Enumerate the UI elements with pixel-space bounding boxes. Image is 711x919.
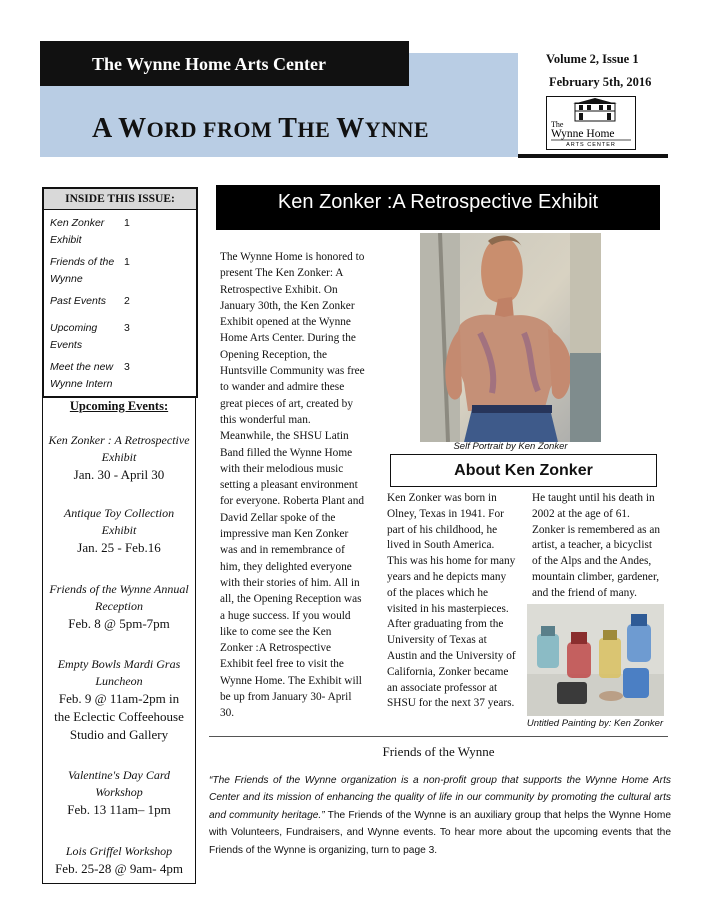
toc-item-page: 3 xyxy=(124,322,130,334)
article-line: 2002 at the age of 61. xyxy=(532,507,630,520)
article-line: was and in remembrance of xyxy=(220,544,345,557)
toc-item-label: Ken Zonker xyxy=(50,217,105,229)
toc-item-label: Upcoming xyxy=(50,322,98,334)
article-line: of the Alps and the Andes, xyxy=(532,555,652,568)
event-date: the Eclectic Coffeehouse xyxy=(54,709,184,724)
event-item xyxy=(43,767,195,819)
article-line: Opening Reception, the xyxy=(220,348,327,361)
event-item xyxy=(43,656,195,744)
toc-item[interactable] xyxy=(50,254,120,288)
article-line: Retrospective Exhibit. On xyxy=(220,283,338,296)
newsletter-title xyxy=(92,113,429,145)
title-part: W xyxy=(336,113,365,144)
article-line: mountain climber, gardener, xyxy=(532,570,660,583)
event-name: Workshop xyxy=(95,785,143,799)
event-name: Reception xyxy=(95,599,143,613)
toc-heading: INSIDE THIS ISSUE: xyxy=(44,189,196,210)
about-heading: About Ken Zonker xyxy=(390,454,657,487)
event-name: Valentine's Day Card xyxy=(67,768,171,782)
toc-item-label: Meet the new xyxy=(50,361,114,373)
title-part: A W xyxy=(92,113,147,144)
event-item xyxy=(43,843,195,878)
toc-item-label: Friends of the xyxy=(50,256,115,268)
event-name: Ken Zonker : A Retrospective xyxy=(48,433,190,447)
article-line: of the places which he xyxy=(387,586,489,599)
toc-item[interactable] xyxy=(50,359,120,393)
title-part: HE xyxy=(297,117,337,142)
logo-line-1: The xyxy=(551,120,564,129)
event-date: Feb. 13 11am– 1pm xyxy=(67,802,171,817)
article-line: Exhibit feel free to visit the xyxy=(220,658,344,671)
article-line: The Wynne Home is honored to xyxy=(220,251,365,263)
event-date: Studio and Gallery xyxy=(69,727,169,742)
toc-item-page: 1 xyxy=(124,217,130,229)
portrait-caption: Self Portrait by Ken Zonker xyxy=(453,441,568,452)
article-line: a huge success. If you would xyxy=(220,609,351,622)
event-name: Exhibit xyxy=(101,523,137,537)
article-line: be up from January 30- April xyxy=(220,691,352,704)
issue-volume: Volume 2, Issue 1 xyxy=(546,52,639,66)
article-line: He taught until his death in xyxy=(532,492,655,504)
article-line: this wonderful man. xyxy=(220,413,311,426)
issue-date: February 5th, 2016 xyxy=(549,75,652,89)
article-line: him, they delighted everyone xyxy=(220,560,352,573)
toc-item[interactable] xyxy=(50,320,120,354)
toc-item-label: Past Events xyxy=(50,295,107,307)
event-name: Friends of the Wynne Annual xyxy=(49,582,189,596)
toc-item-label: Wynne xyxy=(50,273,83,285)
event-name: Antique Toy Collection xyxy=(63,506,175,520)
article-line: great pieces of art, created by xyxy=(220,397,353,410)
event-name: Exhibit xyxy=(101,450,137,464)
article-line: This was his home for many xyxy=(387,555,516,568)
article-line: setting a pleasant environment xyxy=(220,479,358,492)
article-line: lived in South America. xyxy=(387,539,495,552)
event-date: Feb. 25-28 @ 9am- 4pm xyxy=(55,861,183,876)
logo-line-2: Wynne Home xyxy=(551,128,615,140)
article-line: an associate professor at xyxy=(387,681,498,694)
article-line: with their melodious music xyxy=(220,462,344,475)
article-line: to wander and admire these xyxy=(220,381,345,394)
article-line: 30. xyxy=(220,707,235,720)
article-line: impressive man Ken Zonker xyxy=(220,528,349,541)
toc-item[interactable] xyxy=(50,293,120,310)
untitled-painting-image xyxy=(527,604,664,716)
article-line: Home Arts Center. During the xyxy=(220,332,356,345)
article-line: Zonker :A Retrospective xyxy=(220,642,332,655)
inside-this-issue-box xyxy=(42,187,198,398)
title-part: ORD FROM xyxy=(146,117,279,142)
article-line: present The Ken Zonker: A xyxy=(220,267,344,280)
event-item xyxy=(43,505,195,557)
friends-paragraph xyxy=(209,772,671,859)
article-line: for everyone. Roberta Plant and xyxy=(220,495,364,508)
event-item xyxy=(43,432,195,484)
house-logo-icon xyxy=(547,97,635,149)
article-line: Huntsville Community was free xyxy=(220,365,365,378)
friends-heading: Friends of the Wynne xyxy=(382,744,495,759)
article-line: California, Zonker became xyxy=(387,665,509,678)
article-line: and the friend of many. xyxy=(532,586,637,599)
article-column-2 xyxy=(387,491,523,712)
org-name: The Wynne Home Arts Center xyxy=(92,54,326,74)
event-name: Empty Bowls Mardi Gras xyxy=(57,657,181,671)
header-rule xyxy=(518,154,668,158)
events-heading: Upcoming Events: xyxy=(69,399,169,413)
event-item xyxy=(43,581,195,633)
toc-item-label: Exhibit xyxy=(50,234,82,246)
event-name: Luncheon xyxy=(95,674,143,688)
title-part: YNNE xyxy=(364,117,430,142)
friends-body-text: The Friends of the Wynne is an auxiliary group that helps the Wynne Home with Volunteers, Fundraisers, and Wynne events. To hear more about the upcoming events that the Friends of the Wynne is organizing, turn to page 3. xyxy=(209,809,671,856)
article-banner: Ken Zonker :A Retrospective Exhibit xyxy=(216,185,660,230)
self-portrait-image xyxy=(420,233,601,442)
title-part: T xyxy=(278,113,298,144)
friends-quote: “The Friends of the Wynne organization is a non-profit group that supports the Wynne Home Arts Center and its mission of enhancing the quality of life in our community by promoting the cultural arts and community heritage.” xyxy=(209,775,671,821)
upcoming-events-box xyxy=(42,396,196,884)
article-line: University of Texas at xyxy=(387,634,487,647)
article-line: all, the Opening Reception was xyxy=(220,593,362,606)
article-line: Meanwhile, the SHSU Latin xyxy=(220,430,349,443)
article-column-3 xyxy=(532,491,668,602)
toc-item-label: Events xyxy=(50,339,83,351)
article-line: Ken Zonker was born in xyxy=(387,492,497,504)
article-line: Exhibit opened at the Wynne xyxy=(220,316,351,329)
event-name: Lois Griffel Workshop xyxy=(65,844,173,858)
toc-item[interactable] xyxy=(50,215,120,249)
article-line: After graduating from the xyxy=(387,618,504,631)
toc-item-page: 3 xyxy=(124,361,130,373)
event-date: Feb. 8 @ 5pm-7pm xyxy=(68,616,170,631)
toc-item-label: Wynne Intern xyxy=(50,378,113,390)
article-line: with their stories of him. All in xyxy=(220,576,360,589)
article-line: SHSU for the next 37 years. xyxy=(387,697,515,710)
article-line: part of his childhood, he xyxy=(387,523,498,536)
article-line: January 30th, the Ken Zonker xyxy=(220,299,355,312)
article-line: like to come see the Ken xyxy=(220,625,332,638)
event-date: Jan. 25 - Feb.16 xyxy=(77,540,161,555)
event-date: Jan. 30 - April 30 xyxy=(73,467,165,482)
article-column-1 xyxy=(220,249,372,722)
article-line: visited in his masterpieces. xyxy=(387,602,509,615)
article-line: Olney, Texas in 1941. For xyxy=(387,507,504,520)
article-line: Zonker is remembered as an xyxy=(532,523,660,536)
article-line: Wynne Home. The Exhibit will xyxy=(220,674,362,687)
section-divider xyxy=(209,736,668,737)
article-line: years and he depicts many xyxy=(387,570,507,583)
article-line: Austin and the University of xyxy=(387,649,516,662)
logo-line-3: ARTS CENTER xyxy=(566,142,616,148)
article-line: Band filled the Wynne Home xyxy=(220,446,353,459)
toc-item-page: 1 xyxy=(124,256,130,268)
article-line: David Zellar spoke of the xyxy=(220,511,336,524)
painting-caption: Untitled Painting by: Ken Zonker xyxy=(526,718,664,729)
toc-item-page: 2 xyxy=(124,295,130,307)
event-date: Feb. 9 @ 11am-2pm in xyxy=(58,691,180,706)
wynne-home-logo xyxy=(546,96,636,150)
article-line: artist, a teacher, a bicyclist xyxy=(532,539,652,552)
